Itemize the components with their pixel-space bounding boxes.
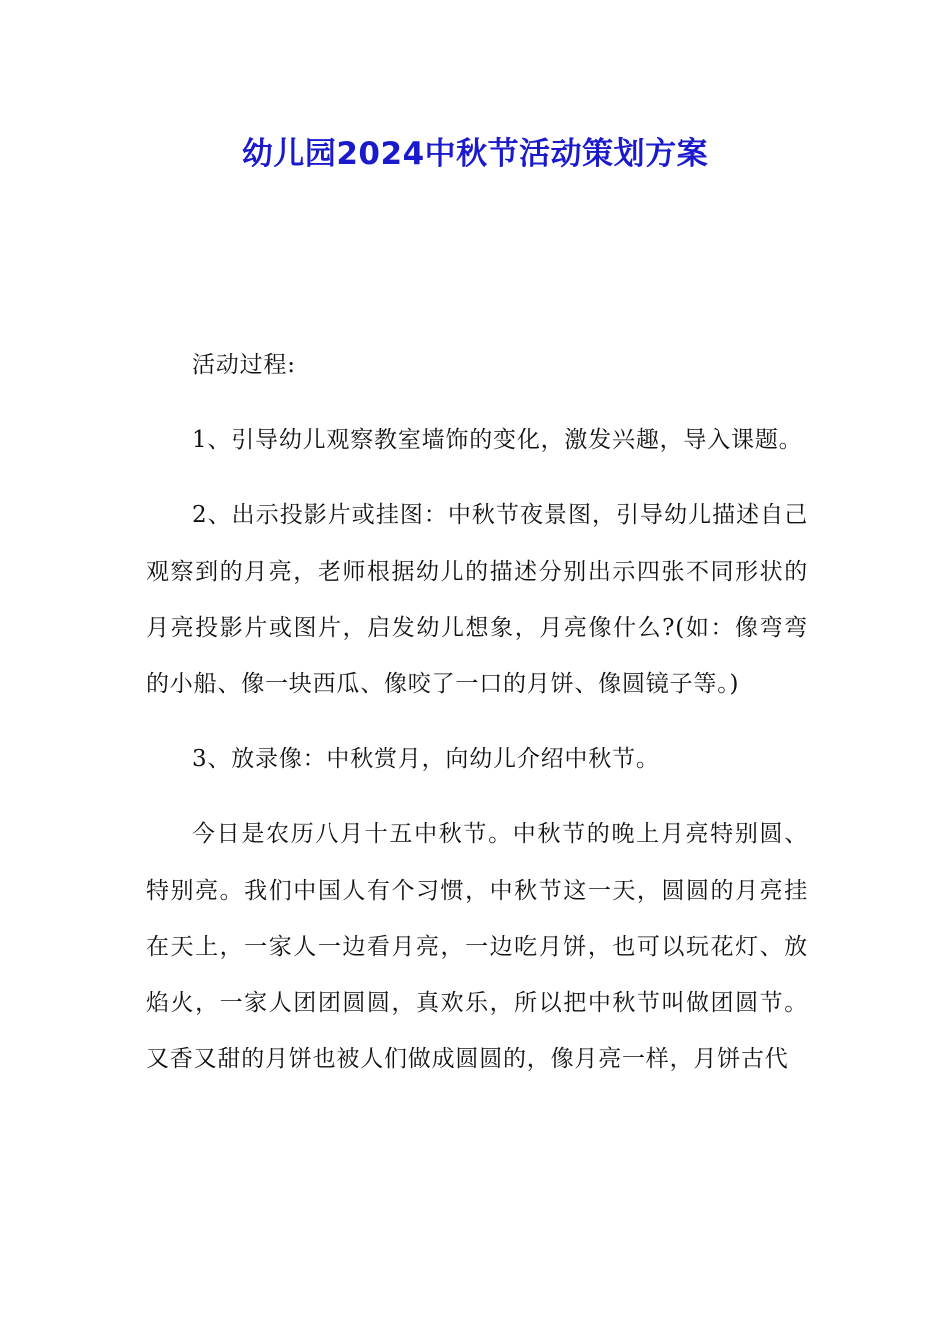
paragraph-step-2: 2、出示投影片或挂图：中秋节夜景图，引导幼儿描述自己观察到的月亮，老师根据幼儿的描述分别出示四张不同形状的月亮投影片或图片，启发幼儿想象，月亮像什么?(如：像弯弯的小船、像一块西瓜、像咬了一口的月饼、像圆镜子等。) (146, 502, 808, 698)
paragraph-step-3: 3、放录像：中秋赏月，向幼儿介绍中秋节。 (192, 746, 660, 773)
paragraph-mid-autumn-intro: 今日是农历八月十五中秋节。中秋节的晚上月亮特别圆、特别亮。我们中国人有个习惯，中秋节这一天，圆圆的月亮挂在天上，一家人一边看月亮，一边吃月饼，也可以玩花灯、放焰火，一家人团团圆圆，真欢乐，所以把中秋节叫做团圆节。又香又甜的月饼也被人们做成圆圆的，像月亮一样，月饼古代 (146, 821, 808, 1073)
paragraph-activity-process: 活动过程: (192, 352, 296, 378)
document-title: 幼儿园2024中秋节活动策划方案 (241, 136, 709, 172)
paragraph-step-1: 1、引导幼儿观察教室墙饰的变化，激发兴趣，导入课题。 (192, 427, 803, 454)
document-body (146, 337, 808, 1087)
